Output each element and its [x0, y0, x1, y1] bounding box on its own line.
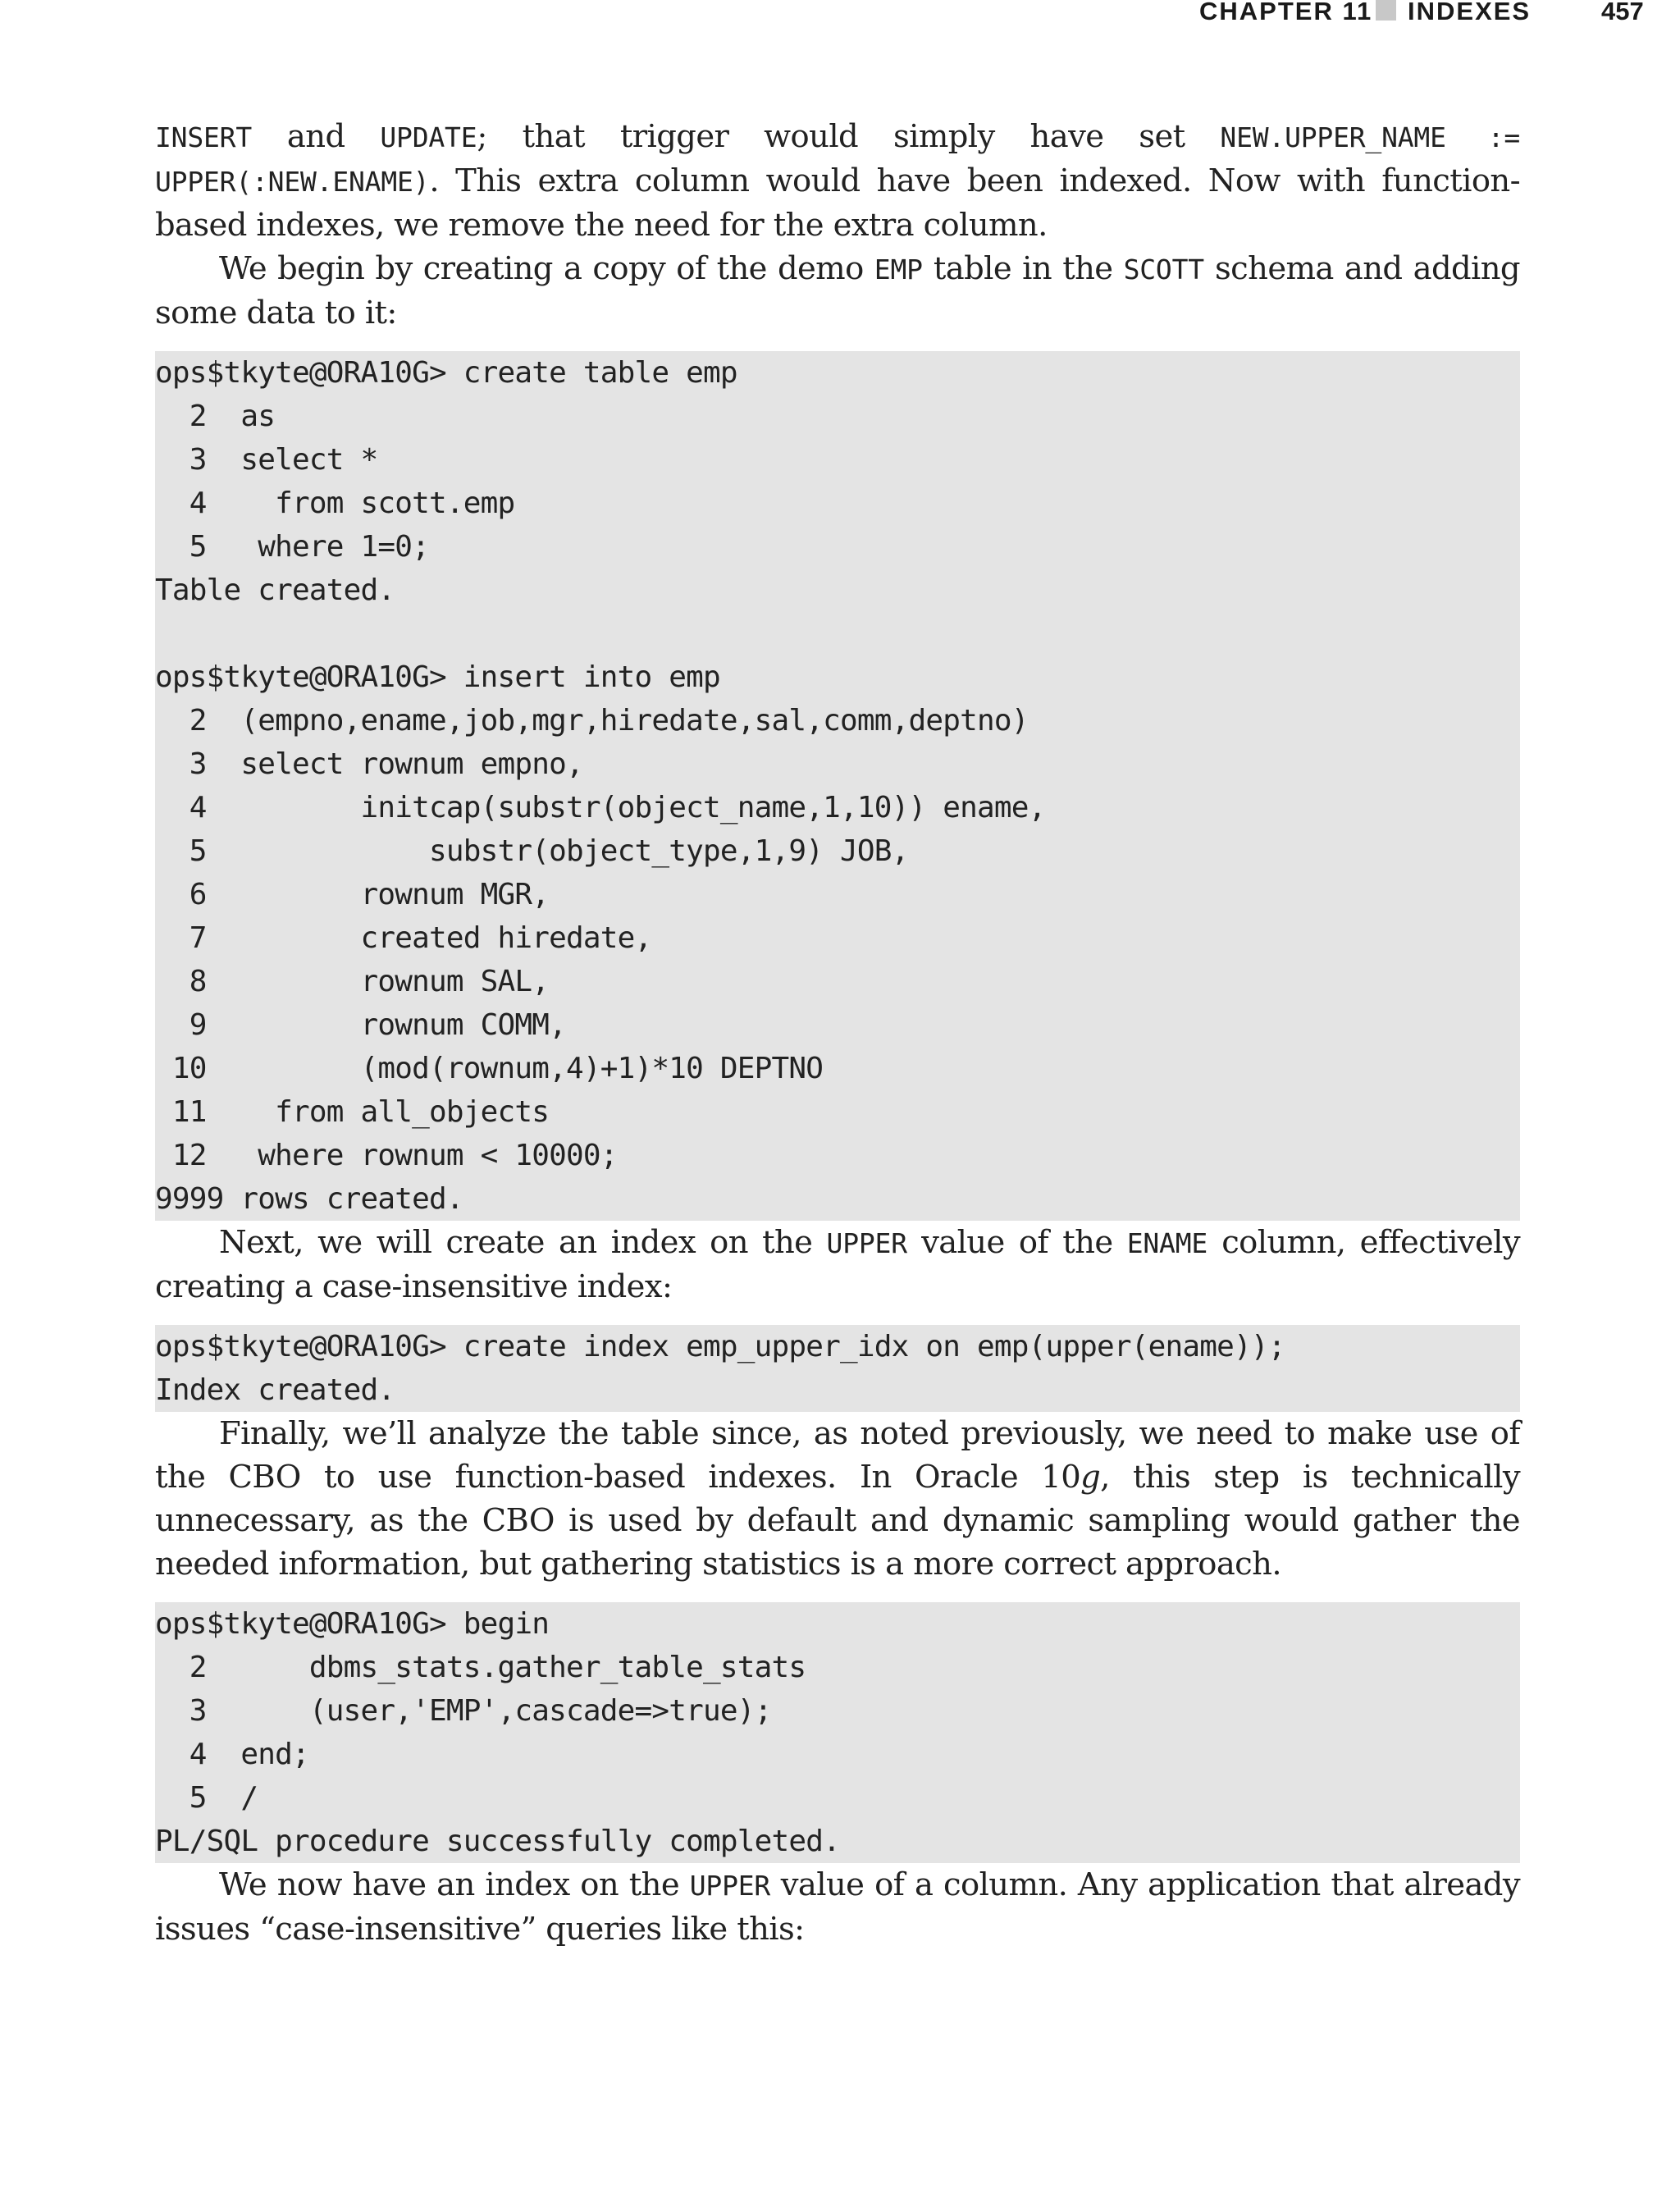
- code-line: 6 rownum MGR,: [155, 878, 550, 911]
- section-label: INDEXES: [1408, 0, 1532, 25]
- code-line: 12 where rownum < 10000;: [155, 1139, 618, 1172]
- code-line: 4 from scott.emp: [155, 486, 515, 520]
- inline-code: NEW.UPPER_NAME := UPPER(:NEW.ENAME): [155, 121, 1521, 198]
- paragraph-create-copy: [155, 247, 1520, 335]
- code-line: 2 dbms_stats.gather_table_stats: [155, 1651, 806, 1684]
- code-blank-line: [155, 612, 1520, 655]
- code-block-gather-stats: [155, 1602, 1520, 1863]
- code-line: Index created.: [155, 1373, 395, 1407]
- code-line: 11 from all_objects: [155, 1095, 550, 1129]
- text-run: ; that trigger would simply have set: [477, 118, 1221, 155]
- paragraph-upper-index: [155, 1221, 1520, 1309]
- code-line: 10 (mod(rownum,4)+1)*10 DEPTNO: [155, 1052, 824, 1085]
- inline-code: UPPER: [826, 1227, 907, 1259]
- inline-code: UPDATE: [380, 121, 477, 153]
- code-line: 3 select rownum empno,: [155, 747, 583, 781]
- code-line: 5 where 1=0;: [155, 530, 429, 564]
- page-content: [155, 115, 1520, 1951]
- chapter-label: CHAPTER 11: [1199, 0, 1373, 25]
- paragraph-case-insensitive: [155, 1863, 1520, 1951]
- text-run: . This extra column would have been indexed. Now with function-based indexes, we remove the need for the extra column.: [155, 162, 1520, 244]
- paragraph-analyze: [155, 1412, 1520, 1586]
- code-line: 9 rownum COMM,: [155, 1008, 566, 1042]
- running-header: [0, 0, 1680, 28]
- inline-code: UPPER: [689, 1870, 771, 1902]
- code-line: 3 (user,'EMP',cascade=>true);: [155, 1694, 772, 1728]
- text-run: Finally, we’ll analyze the table since, as noted previously, we need to make use of the CBO to use function-based indexes. In Oracle 10: [155, 1415, 1520, 1496]
- text-run: We begin by creating a copy of the demo: [219, 250, 874, 287]
- paragraph-trigger-note: [155, 115, 1520, 247]
- code-line: ops$tkyte@ORA10G> insert into emp: [155, 660, 720, 694]
- code-line: 5 substr(object_type,1,9) JOB,: [155, 834, 909, 868]
- inline-code: ENAME: [1126, 1227, 1208, 1259]
- text-run: schema and adding some data to it:: [155, 250, 1520, 331]
- code-line: PL/SQL procedure successfully completed.: [155, 1825, 840, 1858]
- inline-code: INSERT: [155, 121, 253, 153]
- code-line: 2 as: [155, 400, 276, 433]
- page-number: 457: [1601, 0, 1644, 25]
- code-line: ops$tkyte@ORA10G> create table emp: [155, 356, 737, 390]
- code-line: 5 /: [155, 1781, 258, 1815]
- text-run: We now have an index on the: [219, 1866, 690, 1903]
- code-block-create-table: [155, 351, 1520, 1221]
- code-line: 9999 rows created.: [155, 1182, 463, 1216]
- header-separator-square: [1376, 0, 1396, 21]
- text-run: value of the: [906, 1224, 1127, 1261]
- code-line: 2 (empno,ename,job,mgr,hiredate,sal,comm,deptno): [155, 704, 1029, 738]
- text-run: value of a column. Any application that already issues “case-insensitive” queries like this:: [155, 1866, 1521, 1948]
- code-line: ops$tkyte@ORA10G> create index emp_upper_idx on emp(upper(ename));: [155, 1330, 1285, 1363]
- code-line: Table created.: [155, 573, 395, 607]
- text-run: column, effectively creating a case-insensitive index:: [155, 1224, 1520, 1305]
- inline-code: SCOTT: [1123, 254, 1204, 285]
- italic-run: g: [1080, 1459, 1101, 1496]
- code-line: 4 initcap(substr(object_name,1,10)) ename,: [155, 791, 1046, 824]
- code-line: ops$tkyte@ORA10G> begin: [155, 1607, 550, 1641]
- text-run: table in the: [922, 250, 1124, 287]
- text-run: and: [252, 118, 381, 155]
- code-line: 7 created hiredate,: [155, 921, 652, 955]
- text-run: , this step is technically unnecessary, as the CBO is used by default and dynamic sampling would gather the needed information, but gathering statistics is a more correct approach.: [155, 1459, 1520, 1583]
- inline-code: EMP: [874, 254, 923, 285]
- code-line: 8 rownum SAL,: [155, 965, 550, 998]
- code-line: 4 end;: [155, 1738, 309, 1771]
- code-block-create-index: [155, 1325, 1520, 1412]
- code-line: 3 select *: [155, 443, 378, 477]
- text-run: Next, we will create an index on the: [219, 1224, 827, 1261]
